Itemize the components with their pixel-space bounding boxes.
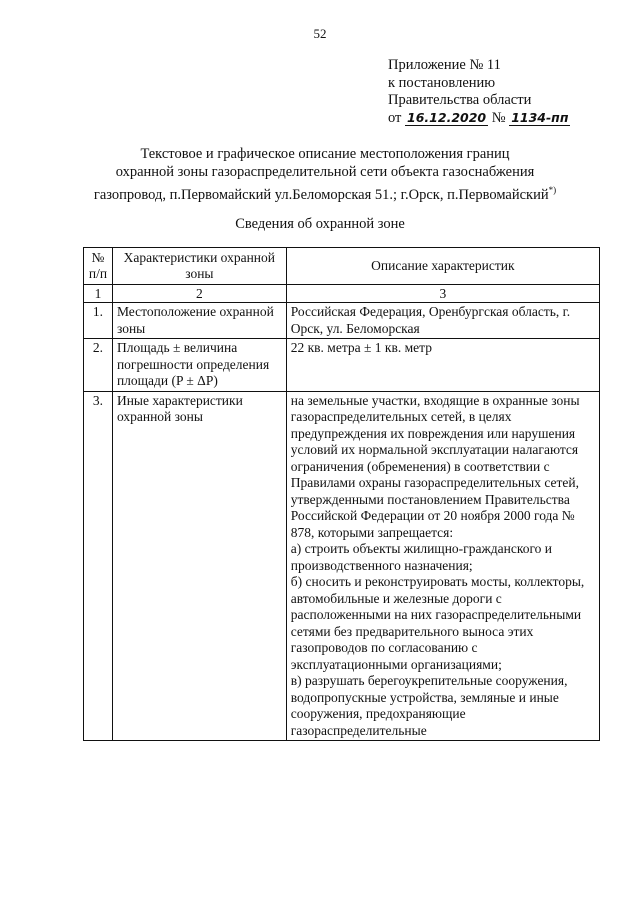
row-characteristic: Площадь ± величина погрешности определения площади (P ± ΔP) (112, 339, 286, 392)
row-characteristic: Иные характеристики охранной зоны (112, 391, 286, 741)
header-num: № п/п (84, 248, 113, 285)
title-line-2: охранной зоны газораспределительной сети объекта газоснабжения (115, 164, 535, 180)
title-line-1: Текстовое и графическое описание местоположения границ (140, 146, 510, 162)
title-line-3-text: газопровод, п.Первомайский ул.Беломорская 51.; г.Орск, п.Первомайский (93, 186, 549, 203)
appendix-line-2: к постановлению (388, 74, 496, 91)
column-numbers-row (84, 285, 600, 303)
row-number: 1. (84, 303, 113, 339)
page-number: 52 (313, 26, 327, 41)
document-title (60, 145, 590, 204)
table-header-row (84, 248, 600, 285)
protection-zone-table (83, 247, 600, 741)
row-description (286, 303, 599, 339)
title-line-3 (60, 181, 590, 204)
footnote-mark: *) (548, 185, 557, 195)
row-characteristic: Местоположение охранной зоны (112, 303, 286, 339)
row-number: 3. (84, 391, 113, 741)
row-description (286, 339, 599, 392)
description-paragraph: а) строить объекты жилищно-гражданского и производственного назначения; (290, 541, 553, 573)
description-paragraph: 22 кв. метра ± 1 кв. метр (290, 340, 432, 355)
handwritten-date: 16.12.2020 (407, 109, 487, 125)
handwritten-number: 1134-пп (511, 109, 569, 125)
description-paragraph: в) разрушать берегоукрепительные сооружения, водопропускные устройства, земляные и иные сооружения, предохраняющие газораспределительные (290, 673, 568, 738)
header-description: Описание характеристик (286, 248, 599, 285)
table-row (84, 339, 600, 392)
row-description (286, 391, 599, 741)
description-paragraph: на земельные участки, входящие в охранные зоны газораспределительных сетей, в целях предупреждения их повреждения или нарушения условий их нормальной эксплуатации налагаются ограничения (обременения) в соответствии с Правилами охраны газораспределительных сетей, утвержденными постановлением Правительства Российской Федерации от 20 ноября 2000 года № 878, которыми запрещается: (290, 392, 580, 540)
appendix-line-1: Приложение № 11 (388, 57, 501, 73)
column-number: 2 (112, 285, 286, 303)
appendix-line-3: Правительства области (388, 92, 532, 108)
column-number: 1 (84, 285, 113, 303)
appendix-date-line (388, 110, 570, 128)
appendix-block (388, 57, 570, 127)
row-number: 2. (84, 339, 113, 392)
date-prefix: от (388, 109, 402, 126)
section-subtitle: Сведения об охранной зоне (235, 216, 405, 232)
number-sign: № (491, 109, 506, 126)
table-row (84, 391, 600, 741)
header-characteristics: Характеристики охранной зоны (112, 248, 286, 285)
description-paragraph: б) сносить и реконструировать мосты, коллекторы, автомобильные и железные дороги с расположенными на них газораспределительными сетями без предварительного выноса этих газопроводов по согласованию с эксплуатационными организациями; (290, 574, 585, 672)
column-number: 3 (286, 285, 599, 303)
description-paragraph: Российская Федерация, Оренбургская область, г. Орск, ул. Беломорская (290, 304, 571, 336)
table-row (84, 303, 600, 339)
